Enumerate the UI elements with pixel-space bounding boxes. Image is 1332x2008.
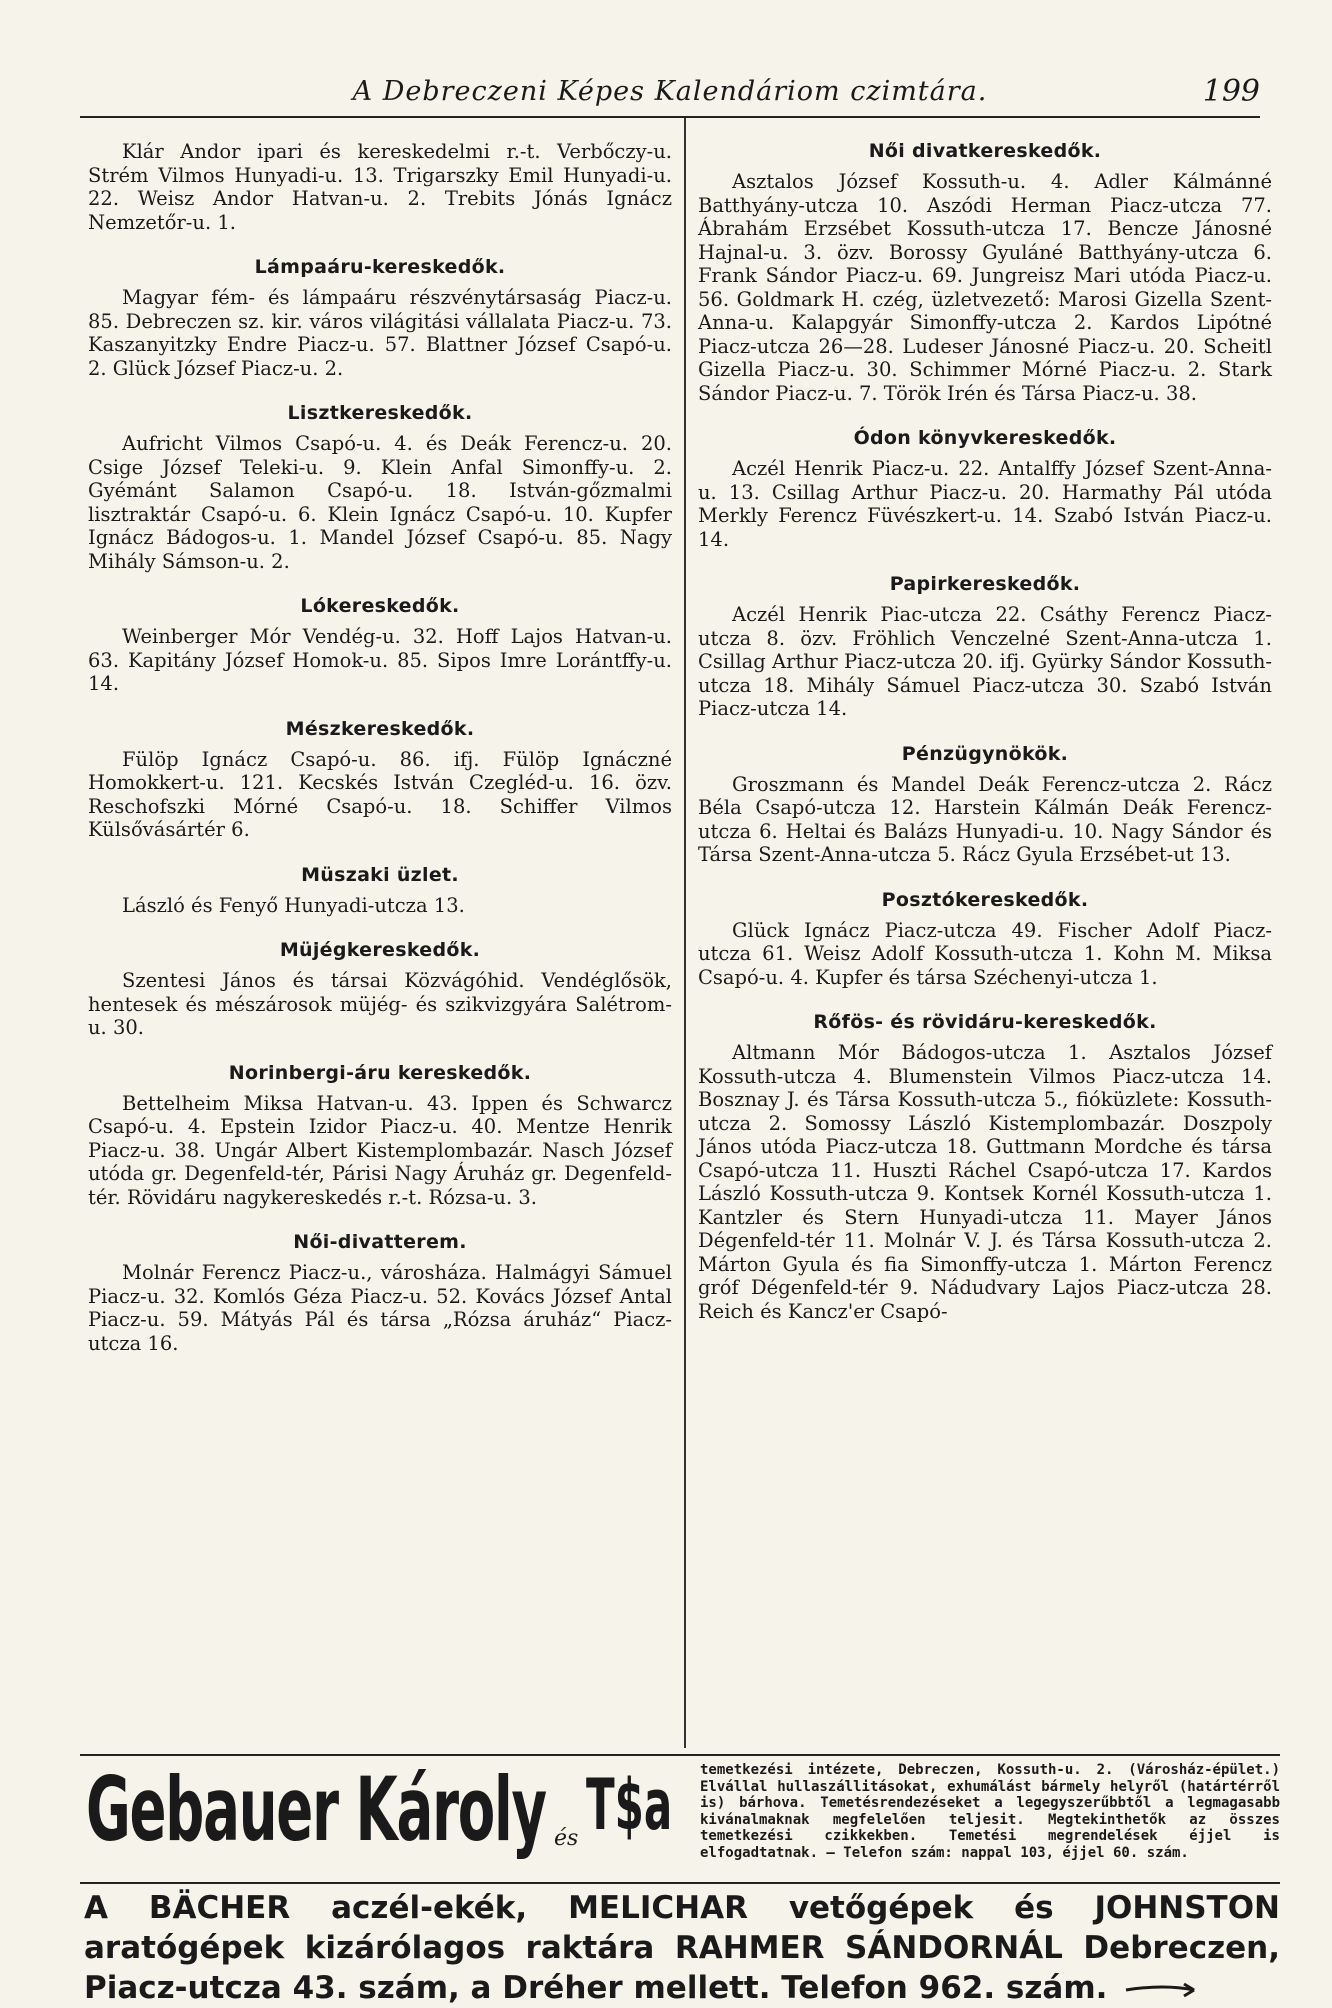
section-body: László és Fenyő Hunyadi-utcza 13.	[122, 893, 465, 917]
page-number: 199	[1202, 74, 1260, 109]
section-heading: Müszaki üzlet.	[301, 863, 459, 886]
section-heading: Női-divatterem.	[293, 1231, 467, 1253]
section-heading: Papirkereskedők.	[889, 573, 1081, 595]
section-body: Aczél Henrik Piac-utcza 22. Csáthy Ferencz Piacz-utcza 8. özv. Fröhlich Venczelné Szent-Anna-utcza 1. Csillag Arthur Piacz-utcza 20. ifj. Gyürky Sándor Kossuth-utcza 18. Mihály Sámuel Piacz-utcza 30. Szabó István Piacz-utcza 14.	[698, 603, 1272, 720]
section-rofos	[698, 1011, 1272, 1323]
gebauer-text: temetkezési intézete, Debreczen, Kossuth-u. 2. (Városház-épület.) Elvállal hullaszállitásokat, exhumálást bármely helyről (határtérről is) bárhova. Temetésrendezéseket a legegyszerűbbtől a legmagasabb kivánalmaknak megfelelően teljesit. Megtekinthetők az összes temetkezési czikkekben. Temetési megrendelések éjjel is elfogadtatnak. — Telefon szám: nappal 103, éjjel 60. szám.	[700, 1762, 1280, 1861]
section-body: Glück Ignácz Piacz-utcza 49. Fischer Adolf Piacz-utcza 61. Weisz Adolf Kossuth-utcza 1. Kohn M. Miksa Csapó-u. 4. Kupfer és társa Széchenyi-utcza 1.	[698, 918, 1272, 989]
section-poszto	[698, 889, 1272, 990]
page-header	[80, 70, 1260, 118]
section-heading: Norinbergi-áru kereskedők.	[228, 1061, 532, 1084]
bacher-text: A BÄCHER aczél-ekék, MELICHAR vetőgépek és JOHNSTON aratógépek kizárólagos raktára RAHMER SÁNDORNÁL Debreczen, Piacz-utcza 43. szám, a Dréher mellett. Telefon 962. szám.	[84, 1890, 1280, 2006]
section-body: Magyar fém- és lámpaáru részvénytársaság Piacz-u. 85. Debreczen sz. kir. város világitási vállalata Piacz-u. 73. Kaszanyitzky Endre Piacz-u. 57. Blattner József Csapó-u. 2. Glück József Piacz-u. 2.	[88, 286, 672, 380]
section-heading: Ódon könyvkereskedők.	[853, 427, 1117, 449]
bacher-advertisement	[84, 1888, 1280, 2008]
right-column	[698, 140, 1272, 1335]
section-heading: Lámpaáru-kereskedők.	[254, 256, 506, 278]
section-body: Aczél Henrik Piacz-u. 22. Antalffy József Szent-Anna-u. 13. Csillag Arthur Piacz-u. 20. Harmathy Pál utóda Merkly Ferencz Füvészkert-u. 14. Szabó István Piacz-u. 14.	[698, 457, 1272, 551]
left-column	[88, 140, 672, 1367]
section-heading: Mészkereskedők.	[285, 717, 475, 740]
section-body: Weinberger Mór Vendég-u. 32. Hoff Lajos Hatvan-u. 63. Kapitány József Homok-u. 85. Sipos Imre Lorántffy-u. 14.	[88, 625, 672, 695]
section-lo	[88, 595, 672, 696]
section-mesz	[88, 718, 672, 842]
section-heading: Lókereskedők.	[300, 595, 460, 617]
section-heading: Pénzügynökök.	[901, 742, 1069, 765]
section-body: Groszmann és Mandel Deák Ferencz-utcza 2. Rácz Béla Csapó-utcza 12. Harstein Kálmán Deák Ferencz-utcza 6. Heltai és Balázs Hunyadi-u. 10. Nagy Sándor és Társa Szent-Anna-utcza 5. Rácz Gyula Erzsébet-ut 13.	[698, 772, 1272, 866]
gebauer-name: Gebauer Károly	[86, 1758, 546, 1861]
section-noi-divat	[698, 140, 1272, 405]
section-noi-divatterem	[88, 1231, 672, 1355]
section-body: Bettelheim Miksa Hatvan-u. 43. Ippen és Schwarcz Csapó-u. 4. Epstein Izidor Piacz-u. 40. Mentze Henrik Piacz-u. 38. Ungár Albert Kistemplombazár. Nasch József utóda gr. Degenfeld-tér, Párisi Nagy Áruház gr. Degenfeld-tér. Rövidáru nagykereskedés r.-t. Rózsa-u. 3.	[88, 1091, 672, 1209]
pointing-arrow-icon	[1124, 1982, 1208, 1998]
section-body: Molnár Ferencz Piacz-u., városháza. Halmágyi Sámuel Piacz-u. 32. Komlós Géza Piacz-u. 52. Kovács József Antal Piacz-u. 59. Mátyás Pál és társa „Rózsa áruház“ Piacz-utcza 16.	[88, 1261, 672, 1355]
section-lampaaru	[88, 256, 672, 380]
gebauer-advertisement	[80, 1754, 1280, 1884]
section-norinbergi	[88, 1062, 672, 1210]
column-divider	[684, 118, 686, 1748]
section-body: Fülöp Ignácz Csapó-u. 86. ifj. Fülöp Ignáczné Homokkert-u. 121. Kecskés István Czegléd-u. 16. özv. Reschofszki Mórné Csapó-u. 18. Schiffer Vilmos Külsővásártér 6.	[88, 747, 672, 841]
section-heading: Rőfös- és rövidáru-kereskedők.	[813, 1011, 1157, 1033]
intro-entries: Klár Andor ipari és kereskedelmi r.-t. Verbőczy-u. Strém Vilmos Hunyadi-u. 13. Trigarszky Emil Hunyadi-u. 22. Weisz Andor Hatvan-u. 2. Trebits Jónás Ignácz Nemzetőr-u. 1.	[88, 140, 672, 234]
page-title: A Debreczeni Képes Kalendáriom czimtára.	[352, 76, 988, 107]
section-papir	[698, 573, 1272, 721]
gebauer-es: és	[554, 1826, 579, 1851]
gebauer-wordmark	[86, 1758, 686, 1874]
section-penzugynok	[698, 743, 1272, 867]
section-body: Szentesi János és társai Közvágóhid. Vendéglősök, hentesek és mészárosok müjég- és szikvizgyára Salétrom-u. 30.	[88, 969, 672, 1039]
section-heading: Lisztkereskedők.	[287, 402, 473, 424]
gebauer-tsa: T$a	[586, 1764, 673, 1846]
section-heading: Női divatkereskedők.	[868, 140, 1102, 162]
section-body: Altmann Mór Bádogos-utcza 1. Asztalos József Kossuth-utcza 4. Blumenstein Vilmos Piacz-utcza 14. Bosznay J. és Társa Kossuth-utcza 5., fióküzlete: Kossuth-utcza 2. Somossy László Kistemplombazár. Doszpoly János utóda Piacz-utcza 18. Guttmann Mordche és társa Csapó-utcza 11. Huszti Ráchel Csapó-utcza 17. Kardos László Kossuth-utcza 9. Kontsek Kornél Kossuth-utcza 1. Kantzler és Stern Hunyadi-utcza 11. Mayer János Dégenfeld-tér 11. Molnár V. J. és Társa Kossuth-utcza 2. Márton Gyula és fia Simonffy-utcza 1. Márton Ferencz gróf Dégenfeld-tér 9. Nádudvary Lajos Piacz-utcza 28. Reich és Kancz'er Csapó-	[698, 1041, 1272, 1323]
section-body: Aufricht Vilmos Csapó-u. 4. és Deák Ferencz-u. 20. Csige József Teleki-u. 9. Klein Anfal Simonffy-u. 2. Gyémánt Salamon Csapó-u. 18. István-gőzmalmi lisztraktár Csapó-u. 6. Klein Ignácz Csapó-u. 10. Kupfer Ignácz Bádogos-u. 1. Mandel József Csapó-u. 85. Nagy Mihály Sámson-u. 2.	[88, 432, 672, 573]
section-body: Asztalos József Kossuth-u. 4. Adler Kálmánné Batthyány-utcza 10. Aszódi Herman Piacz-utcza 77. Ábrahám Erzsébet Kossuth-utcza 17. Bencze Jánosné Hajnal-u. 3. özv. Borossy Gyuláné Batthyány-utcza 6. Frank Sándor Piacz-u. 69. Jungreisz Mari utóda Piacz-u. 56. Goldmark H. czég, üzletvezető: Marosi Gizella Szent-Anna-u. Kalapgyár Simonffy-utcza 2. Kardos Lipótné Piacz-utcza 26—28. Ludeser Jánosné Piacz-u. 20. Scheitl Gizella Piacz-u. 30. Schimmer Mórné Piacz-u. 2. Stark Sándor Piacz-u. 7. Török Irén és Társa Piacz-u. 38.	[698, 170, 1272, 405]
section-muszaki	[88, 864, 672, 918]
section-liszt	[88, 402, 672, 573]
section-odon-konyv	[698, 427, 1272, 551]
section-heading: Müjégkereskedők.	[279, 939, 481, 961]
section-mujeg	[88, 939, 672, 1040]
section-heading: Posztókereskedők.	[881, 888, 1089, 911]
